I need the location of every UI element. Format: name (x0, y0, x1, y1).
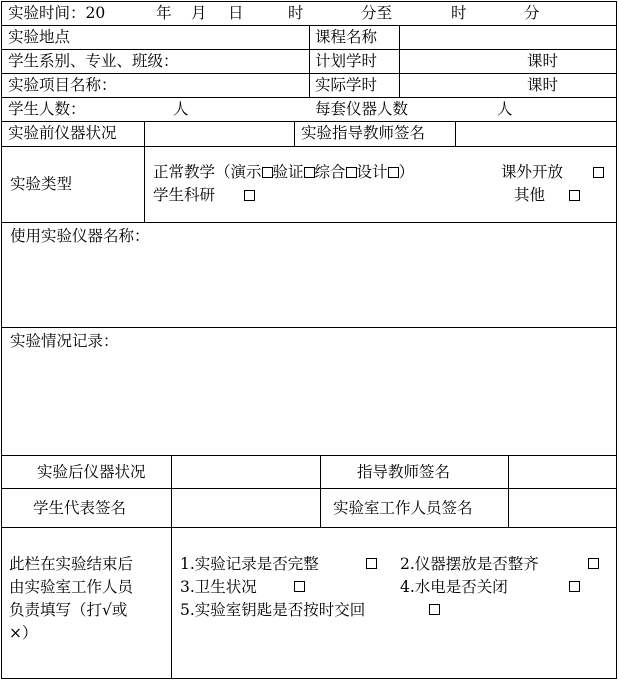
guide-teacher-sign-field[interactable] (509, 456, 615, 487)
close-paren: ） (398, 163, 415, 181)
check-item-1: 1.实验记录是否完整 (180, 555, 319, 573)
instruments-label: 使用实验仪器名称： (10, 227, 150, 245)
checkbox[interactable] (593, 167, 604, 178)
rule (616, 1, 617, 679)
verify-label: 验证 (272, 163, 304, 181)
per-set-label: 每套仪器人数 (315, 100, 409, 118)
rule (320, 455, 321, 527)
course-name-field[interactable] (400, 26, 615, 48)
rule (1, 678, 617, 679)
checkbox[interactable] (388, 167, 399, 178)
type-label: 实验类型 (10, 175, 73, 193)
student-count-label: 学生人数： (8, 100, 86, 118)
checkbox[interactable] (304, 167, 315, 178)
design-label: 设计 (356, 163, 388, 181)
rule (1, 146, 617, 147)
rule (1, 222, 617, 223)
experiment-time-label: 实验时间：20 (8, 4, 106, 22)
year-label: 年 (156, 4, 172, 22)
student-rep-sign-label: 学生代表签名 (33, 499, 127, 517)
checkbox[interactable] (429, 604, 440, 615)
side-note-line4: ×） (9, 624, 38, 642)
lab-staff-sign-field[interactable] (509, 489, 615, 526)
normal-teaching-label: 正常教学（演示 (153, 163, 262, 181)
rule (1, 1, 2, 679)
location-field[interactable] (110, 26, 308, 48)
student-dept-label: 学生系别、专业、班级： (8, 52, 179, 70)
rule (1, 121, 617, 122)
rule (171, 455, 172, 678)
type-line1 (153, 163, 414, 181)
checkbox[interactable] (294, 581, 305, 592)
check-item-2: 2.仪器摆放是否整齐 (400, 555, 539, 573)
rule (1, 527, 617, 528)
actual-hours-unit: 课时 (527, 76, 559, 94)
student-count-unit: 人 (173, 100, 189, 118)
side-note-line3: 负责填写（打√或 (9, 601, 128, 619)
checkbox[interactable] (588, 558, 599, 569)
minute-to-label: 分至 (361, 4, 393, 22)
course-name-label: 课程名称 (315, 28, 378, 46)
rule (294, 121, 295, 146)
check-item-3: 3.卫生状况 (180, 578, 257, 596)
check-item-4: 4.水电是否关闭 (400, 578, 508, 596)
post-status-label: 实验后仪器状况 (37, 463, 146, 481)
per-set-unit: 人 (497, 100, 513, 118)
instruments-field[interactable] (2, 248, 615, 326)
checkbox[interactable] (346, 167, 357, 178)
actual-hours-label: 实际学时 (315, 76, 378, 94)
checkbox[interactable] (244, 190, 255, 201)
checkbox[interactable] (366, 558, 377, 569)
rule (309, 25, 310, 97)
check-item-5: 5.实验室钥匙是否按时交回 (180, 601, 366, 619)
hour-label: 时 (288, 4, 304, 22)
checkbox[interactable] (569, 190, 580, 201)
location-label: 实验地点 (8, 28, 71, 46)
comprehensive-label: 综合 (314, 163, 346, 181)
extracurricular-label: 课外开放 (501, 163, 564, 181)
other-label: 其他 (514, 186, 546, 204)
hour2-label: 时 (451, 4, 467, 22)
teacher-sign-label: 实验指导教师签名 (301, 124, 426, 142)
rule (1, 97, 617, 98)
research-label: 学生科研 (153, 186, 216, 204)
side-note-line1: 此栏在实验结束后 (9, 555, 134, 573)
pre-status-label: 实验前仪器状况 (8, 124, 117, 142)
record-label: 实验情况记录： (10, 332, 119, 350)
project-name-label: 实验项目名称： (8, 76, 117, 94)
rule (144, 121, 145, 222)
month-label: 月 (191, 4, 207, 22)
rule (1, 1, 617, 2)
day-label: 日 (228, 4, 244, 22)
side-note-line2: 由实验室工作人员 (9, 578, 134, 596)
planned-hours-unit: 课时 (527, 52, 559, 70)
planned-hours-label: 计划学时 (315, 52, 378, 70)
guide-teacher-sign-label: 指导教师签名 (357, 463, 451, 481)
rule (455, 121, 456, 146)
rule (1, 327, 617, 328)
lab-staff-sign-label: 实验室工作人员签名 (333, 499, 473, 517)
checkbox[interactable] (569, 581, 580, 592)
record-field[interactable] (2, 353, 615, 454)
minute2-label: 分 (524, 4, 540, 22)
checkbox[interactable] (262, 167, 273, 178)
